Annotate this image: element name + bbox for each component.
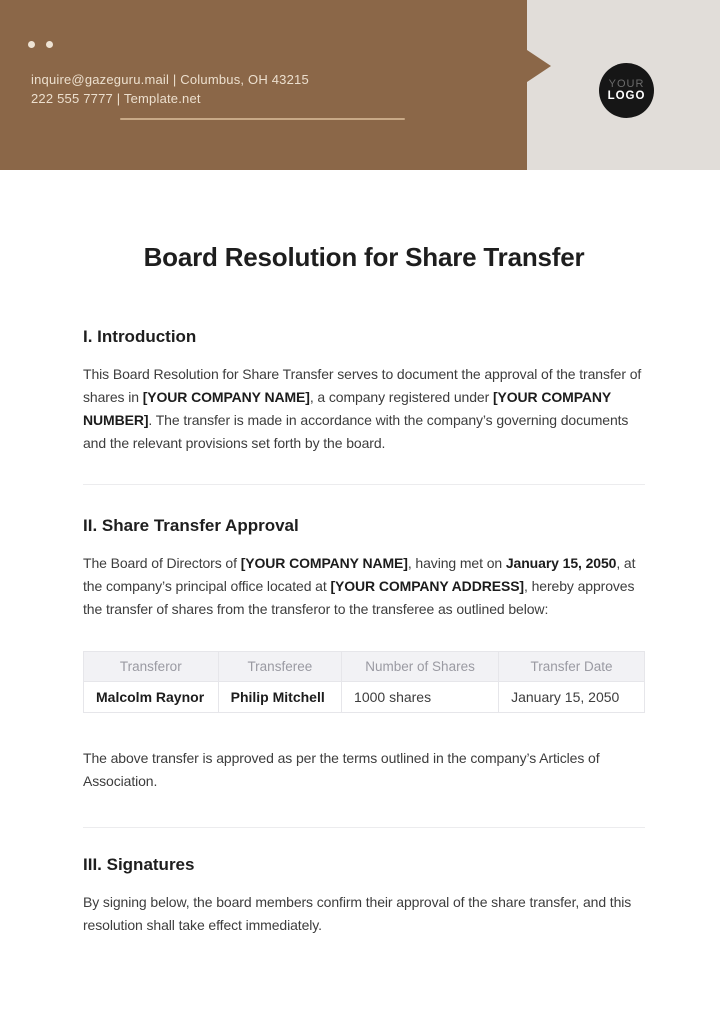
page-header [0, 0, 720, 170]
document-body [0, 242, 720, 937]
contact-line-1: inquire@gazeguru.mail | Columbus, OH 43215 [31, 72, 309, 87]
header-underline [120, 118, 405, 120]
column-header-number-of-shares: Number of Shares [342, 652, 499, 682]
column-header-transfer-date: Transfer Date [499, 652, 645, 682]
company-logo [599, 63, 654, 118]
section-divider [83, 827, 645, 828]
contact-line-2: 222 555 7777 | Template.net [31, 91, 201, 106]
header-logo-panel [527, 0, 720, 170]
logo-text-your: YOUR [608, 78, 645, 90]
cell-transferor: Malcolm Raynor [84, 682, 219, 713]
signatures-paragraph: By signing below, the board members confirm their approval of the share transfer, and this resolution shall take effect immediately. [83, 894, 632, 933]
dot-icon [46, 41, 53, 48]
arrow-right-icon [527, 50, 551, 82]
contact-info [31, 70, 309, 108]
page-title: Board Resolution for Share Transfer [143, 242, 585, 272]
header-brown-panel [0, 0, 527, 170]
cell-transferee: Philip Mitchell [218, 682, 341, 713]
dot-icon [28, 41, 35, 48]
table-row [84, 682, 645, 713]
approval-paragraph: The Board of Directors of [YOUR COMPANY NAME], having met on January 15, 2050, at the company’s principal office located at [YOUR COMPANY ADDRESS], hereby approves the transfer of shares from the transferor to the transferee as outlined below: [83, 555, 636, 617]
column-header-transferor: Transferor [84, 652, 219, 682]
column-header-transferee: Transferee [218, 652, 341, 682]
share-transfer-table [83, 651, 645, 713]
logo-text-logo: LOGO [607, 90, 646, 102]
approval-closing-paragraph: The above transfer is approved as per the terms outlined in the company’s Articles of Association. [83, 750, 600, 789]
cell-number-of-shares: 1000 shares [342, 682, 499, 713]
decorative-dots [28, 41, 53, 48]
cell-transfer-date: January 15, 2050 [499, 682, 645, 713]
section-heading-signatures: III. Signatures [83, 855, 195, 874]
table-header-row [84, 652, 645, 682]
section-heading-approval: II. Share Transfer Approval [83, 516, 299, 535]
section-divider [83, 484, 645, 485]
section-heading-introduction: I. Introduction [83, 327, 197, 346]
introduction-paragraph: This Board Resolution for Share Transfer serves to document the approval of the transfer of shares in [YOUR COMPANY NAME], a company registered under [YOUR COMPANY NUMBER]. The transfer is made in accordance with the company’s governing documents and the relevant provisions set forth by the board. [83, 366, 642, 451]
